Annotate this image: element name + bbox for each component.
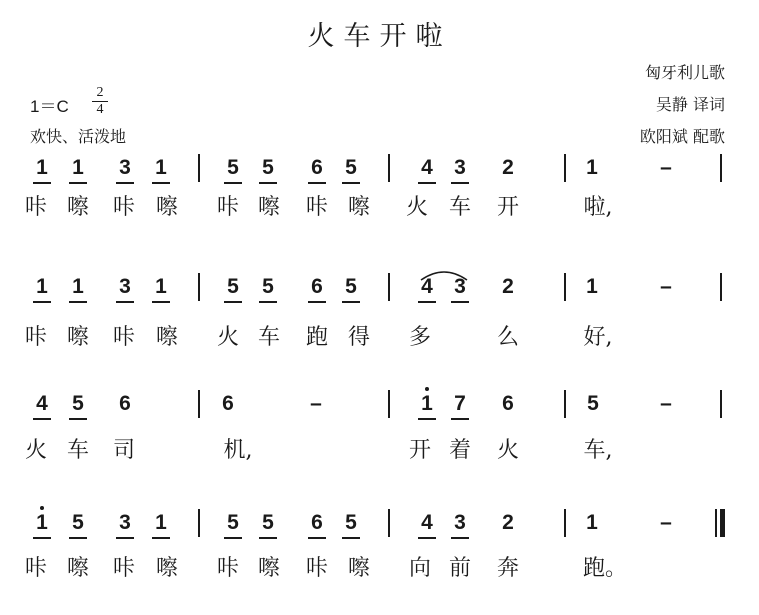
note: 1 — [66, 156, 90, 180]
note: 3 — [448, 511, 472, 535]
tempo-marking: 欢快、活泼地 — [30, 127, 127, 146]
lyric-word: 咔 — [24, 195, 47, 220]
note: 1 — [30, 511, 54, 535]
note: 3 — [113, 156, 137, 180]
note: 1 — [149, 275, 173, 299]
note: 3 — [448, 275, 472, 299]
lyric-word: 嚓 — [347, 556, 370, 581]
note: 5 — [66, 511, 90, 535]
note: 1 — [66, 275, 90, 299]
note: 6 — [119, 392, 131, 415]
lyric-word: 嚓 — [257, 556, 280, 581]
lyric-word: 车 — [448, 195, 471, 220]
final-barline — [720, 509, 725, 537]
lyric-word: 嚓 — [155, 325, 178, 350]
barline — [388, 390, 390, 418]
barline — [715, 509, 717, 537]
lyric-word: 前 — [448, 556, 471, 581]
note: 2 — [502, 511, 514, 534]
note: 4 — [30, 392, 54, 416]
lyric-word: 火 — [496, 438, 519, 463]
lyric-word: 么 — [496, 325, 519, 350]
lyric-word: 咔 — [305, 556, 328, 581]
barline — [564, 154, 566, 182]
lyric-word: 嚓 — [155, 556, 178, 581]
note: 1 — [586, 511, 598, 534]
note: 5 — [221, 156, 245, 180]
note: 5 — [587, 392, 599, 415]
credit-origin: 匈牙利儿歌 — [644, 63, 725, 82]
credit-arranger: 欧阳斌 配歌 — [639, 127, 725, 146]
note: 5 — [339, 156, 363, 180]
note: 5 — [221, 275, 245, 299]
note: 1 — [30, 156, 54, 180]
note: 5 — [339, 511, 363, 535]
sustain-dash: – — [660, 275, 672, 298]
lyric-word: 跑。 — [583, 556, 628, 581]
lyric-word: 车 — [66, 438, 89, 463]
note: 4 — [415, 275, 439, 299]
lyric-word: 咔 — [24, 556, 47, 581]
lyric-word: 咔 — [305, 195, 328, 220]
barline — [198, 154, 200, 182]
key-signature: 1＝C — [30, 97, 69, 116]
note: 1 — [586, 156, 598, 179]
sustain-dash: – — [660, 511, 672, 534]
note: 1 — [30, 275, 54, 299]
note: 6 — [222, 392, 234, 415]
note: 4 — [415, 156, 439, 180]
slur-mark — [419, 268, 469, 282]
barline — [720, 273, 722, 301]
note: 5 — [256, 275, 280, 299]
lyric-word: 咔 — [112, 325, 135, 350]
lyric-word: 嚓 — [155, 195, 178, 220]
note: 1 — [586, 275, 598, 298]
lyric-word: 车, — [583, 438, 613, 463]
lyric-word: 向 — [408, 556, 431, 581]
barline — [388, 509, 390, 537]
barline — [198, 390, 200, 418]
note: 5 — [256, 511, 280, 535]
note: 5 — [339, 275, 363, 299]
lyric-word: 咔 — [112, 195, 135, 220]
note: 5 — [221, 511, 245, 535]
lyric-word: 司 — [112, 438, 135, 463]
lyric-word: 嚓 — [66, 556, 89, 581]
lyric-word: 嚓 — [66, 325, 89, 350]
barline — [564, 390, 566, 418]
barline — [720, 154, 722, 182]
lyric-word: 嚓 — [347, 195, 370, 220]
lyric-word: 咔 — [112, 556, 135, 581]
lyric-word: 咔 — [216, 556, 239, 581]
lyric-word: 开 — [408, 438, 431, 463]
barline — [388, 154, 390, 182]
note: 6 — [305, 511, 329, 535]
credit-lyricist: 吴静 译词 — [655, 95, 725, 114]
lyric-word: 着 — [448, 438, 471, 463]
lyric-word: 火 — [216, 325, 239, 350]
time-signature-numerator: 2 — [92, 86, 108, 102]
sustain-dash: – — [660, 392, 672, 415]
note: 1 — [149, 156, 173, 180]
note: 6 — [502, 392, 514, 415]
sustain-dash: – — [660, 156, 672, 179]
lyric-word: 机, — [223, 438, 253, 463]
lyric-word: 火 — [405, 195, 428, 220]
lyric-word: 啦, — [583, 195, 613, 220]
note: 3 — [113, 511, 137, 535]
note: 2 — [502, 156, 514, 179]
lyric-word: 嚓 — [66, 195, 89, 220]
barline — [564, 273, 566, 301]
lyric-word: 咔 — [24, 325, 47, 350]
lyric-word: 车 — [257, 325, 280, 350]
lyric-word: 好, — [583, 325, 613, 350]
note: 7 — [448, 392, 472, 416]
note: 6 — [305, 156, 329, 180]
note: 1 — [415, 392, 439, 416]
barline — [720, 390, 722, 418]
lyric-word: 奔 — [496, 556, 519, 581]
sustain-dash: – — [310, 392, 322, 415]
barline — [564, 509, 566, 537]
note: 4 — [415, 511, 439, 535]
note: 5 — [66, 392, 90, 416]
lyric-word: 跑 — [305, 325, 328, 350]
lyric-word: 得 — [347, 325, 370, 350]
note: 3 — [113, 275, 137, 299]
time-signature — [92, 86, 108, 117]
lyric-word: 多 — [408, 325, 431, 350]
lyric-word: 开 — [496, 195, 519, 220]
barline — [198, 273, 200, 301]
lyric-word: 火 — [24, 438, 47, 463]
song-title: 火车开啦 — [307, 21, 452, 52]
lyric-word: 嚓 — [257, 195, 280, 220]
note: 3 — [448, 156, 472, 180]
note: 1 — [149, 511, 173, 535]
note: 6 — [305, 275, 329, 299]
lyric-word: 咔 — [216, 195, 239, 220]
note: 5 — [256, 156, 280, 180]
note: 2 — [502, 275, 514, 298]
barline — [198, 509, 200, 537]
barline — [388, 273, 390, 301]
time-signature-denominator: 4 — [96, 102, 104, 117]
